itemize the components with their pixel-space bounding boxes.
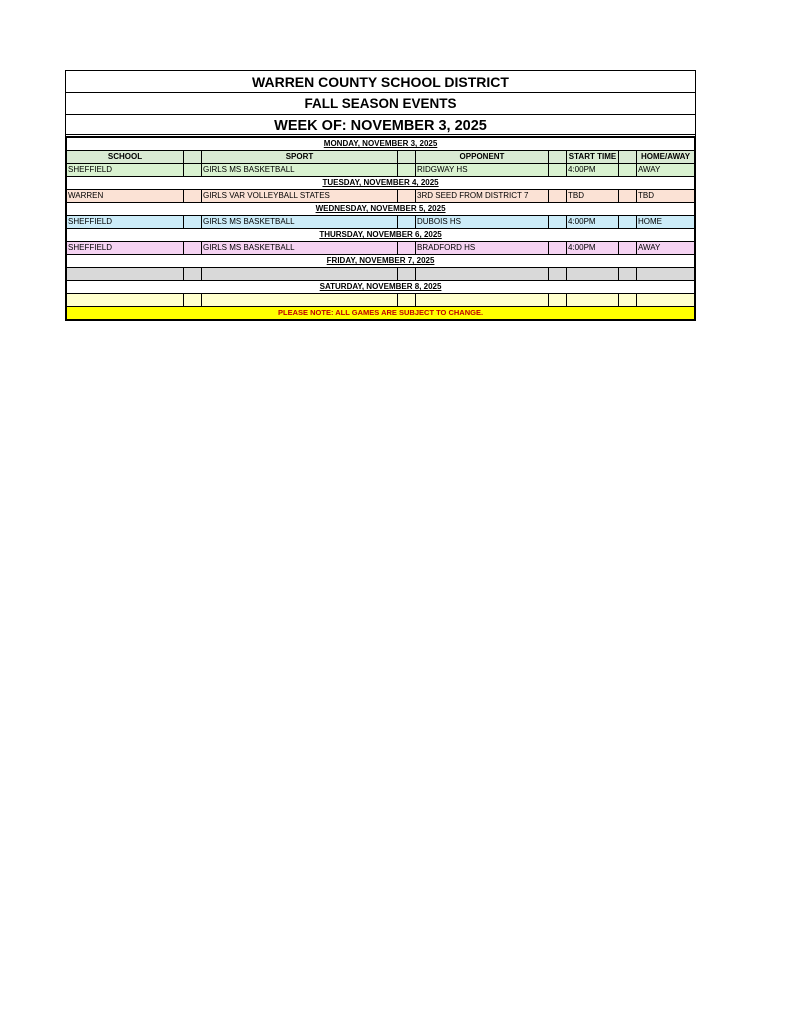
event-opponent: RIDGWAY HS — [416, 164, 549, 177]
change-notice: PLEASE NOTE: ALL GAMES ARE SUBJECT TO CHANGE. — [67, 307, 695, 320]
spacer-cell — [619, 164, 637, 177]
spacer-cell — [398, 151, 416, 164]
spacer-cell — [619, 268, 637, 281]
spacer-cell — [398, 216, 416, 229]
season-title: FALL SEASON EVENTS — [66, 93, 695, 115]
event-sport: GIRLS MS BASKETBALL — [202, 164, 398, 177]
spacer-cell — [549, 190, 567, 203]
event-school — [67, 294, 184, 307]
day-row-tuesday — [67, 177, 695, 190]
spacer-cell — [398, 190, 416, 203]
col-school: SCHOOL — [67, 151, 184, 164]
spacer-cell — [398, 294, 416, 307]
event-sport: GIRLS MS BASKETBALL — [202, 242, 398, 255]
event-home-away: HOME — [637, 216, 695, 229]
spacer-cell — [619, 216, 637, 229]
spacer-cell — [184, 216, 202, 229]
events-table — [66, 137, 695, 320]
col-start-time: START TIME — [567, 151, 619, 164]
spacer-cell — [549, 294, 567, 307]
district-title: WARREN COUNTY SCHOOL DISTRICT — [66, 71, 695, 93]
spacer-cell — [619, 242, 637, 255]
event-sport — [202, 294, 398, 307]
spacer-cell — [619, 190, 637, 203]
spacer-cell — [184, 294, 202, 307]
spacer-cell — [184, 242, 202, 255]
spacer-cell — [549, 216, 567, 229]
event-home-away — [637, 268, 695, 281]
day-row-thursday — [67, 229, 695, 242]
event-opponent — [416, 268, 549, 281]
event-home-away: AWAY — [637, 242, 695, 255]
day-row-monday — [67, 138, 695, 151]
event-home-away — [637, 294, 695, 307]
day-label: FRIDAY, NOVEMBER 7, 2025 — [67, 255, 695, 268]
col-sport: SPORT — [202, 151, 398, 164]
event-school: SHEFFIELD — [67, 164, 184, 177]
event-opponent: DUBOIS HS — [416, 216, 549, 229]
spacer-cell — [549, 164, 567, 177]
event-sport — [202, 268, 398, 281]
spacer-cell — [184, 268, 202, 281]
event-school: WARREN — [67, 190, 184, 203]
event-row-friday — [67, 268, 695, 281]
day-label: SATURDAY, NOVEMBER 8, 2025 — [67, 281, 695, 294]
event-row-thursday — [67, 242, 695, 255]
spacer-cell — [398, 242, 416, 255]
spacer-cell — [184, 151, 202, 164]
event-row-monday — [67, 164, 695, 177]
spacer-cell — [398, 268, 416, 281]
event-start-time: 4:00PM — [567, 216, 619, 229]
event-row-tuesday — [67, 190, 695, 203]
spacer-cell — [549, 242, 567, 255]
event-row-saturday — [67, 294, 695, 307]
day-row-wednesday — [67, 203, 695, 216]
event-sport: GIRLS VAR VOLLEYBALL STATES — [202, 190, 398, 203]
event-school — [67, 268, 184, 281]
event-start-time: 4:00PM — [567, 242, 619, 255]
week-title: WEEK OF: NOVEMBER 3, 2025 — [66, 115, 695, 137]
spacer-cell — [619, 294, 637, 307]
column-header-row — [67, 151, 695, 164]
event-sport: GIRLS MS BASKETBALL — [202, 216, 398, 229]
spacer-cell — [398, 164, 416, 177]
spacer-cell — [549, 151, 567, 164]
event-start-time: TBD — [567, 190, 619, 203]
event-school: SHEFFIELD — [67, 216, 184, 229]
event-school: SHEFFIELD — [67, 242, 184, 255]
day-label: THURSDAY, NOVEMBER 6, 2025 — [67, 229, 695, 242]
col-opponent: OPPONENT — [416, 151, 549, 164]
spacer-cell — [549, 268, 567, 281]
event-opponent: BRADFORD HS — [416, 242, 549, 255]
event-start-time — [567, 294, 619, 307]
schedule-sheet — [65, 70, 696, 321]
day-row-saturday — [67, 281, 695, 294]
spacer-cell — [184, 190, 202, 203]
event-home-away: AWAY — [637, 164, 695, 177]
day-label: WEDNESDAY, NOVEMBER 5, 2025 — [67, 203, 695, 216]
event-start-time: 4:00PM — [567, 164, 619, 177]
day-row-friday — [67, 255, 695, 268]
spacer-cell — [619, 151, 637, 164]
day-label: TUESDAY, NOVEMBER 4, 2025 — [67, 177, 695, 190]
event-start-time — [567, 268, 619, 281]
spacer-cell — [184, 164, 202, 177]
note-row — [67, 307, 695, 320]
event-home-away: TBD — [637, 190, 695, 203]
event-row-wednesday — [67, 216, 695, 229]
day-label: MONDAY, NOVEMBER 3, 2025 — [67, 138, 695, 151]
col-home-away: HOME/AWAY — [637, 151, 695, 164]
event-opponent — [416, 294, 549, 307]
event-opponent: 3RD SEED FROM DISTRICT 7 — [416, 190, 549, 203]
